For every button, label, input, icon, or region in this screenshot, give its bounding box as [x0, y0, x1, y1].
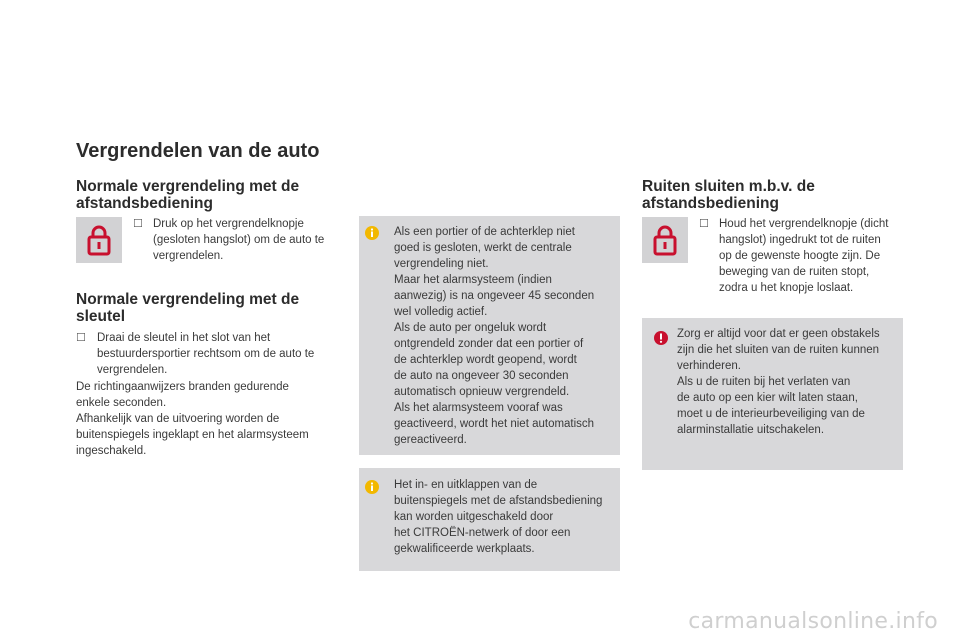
padlock-closed-icon — [652, 224, 678, 256]
padlock-closed-icon — [86, 224, 112, 256]
heading-windows-closing: Ruiten sluiten m.b.v. de afstandsbediening — [642, 178, 815, 212]
heading-key-locking: Normale vergrendeling met de sleutel — [76, 291, 300, 325]
paragraph-indicators: De richtingaanwijzers branden gedurende enkele seconden. Afhankelijk van de uitvoering worden de buitenspiegels ingeklapt en het alarmsysteem ingeschakeld. — [76, 381, 309, 457]
bullet-icon: ☐ — [76, 331, 86, 344]
heading-remote-locking: Normale vergrendeling met de afstandsbediening — [76, 178, 300, 212]
instruction-key-lock: Draai de sleutel in het slot van het bestuurdersportier rechtsom om de auto te vergrendelen. — [97, 332, 315, 376]
lock-button-illustration — [76, 217, 122, 263]
info-text-central-locking: Als een portier of de achterklep niet goed is gesloten, werkt de centrale vergrendeling niet. Maar het alarmsysteem (indien aanwezig) is na ongeveer 45 seconden wel volledig actief. Als de auto per ongeluk wordt ontgrendeld zonder dat een portier of de achterklep wordt geopend, wordt de auto na ongeveer 30 seconden automatisch opnieuw vergrendeld. Als het alarmsysteem vooraf was geactiveerd, wordt het niet automatisch gereactiveerd. — [394, 226, 595, 446]
info-panel-central-locking — [359, 216, 620, 455]
info-panel-mirrors — [359, 468, 620, 571]
instruction-remote-lock: Druk op het vergrendelknopje (gesloten hangslot) om de auto te vergrendelen. — [153, 218, 325, 262]
info-text-mirrors: Het in- en uitklappen van de buitenspiegels met de afstandsbediening kan worden uitgeschakeld door het CITROËN-netwerk of door een gekwalificeerde werkplaats. — [394, 479, 603, 555]
watermark: carmanualsonline.info — [688, 609, 938, 634]
page-title: Vergrendelen van de auto — [76, 140, 320, 162]
bullet-icon: ☐ — [699, 217, 709, 230]
instruction-windows-close: Houd het vergrendelknopje (dicht hangslot) ingedrukt tot de ruiten op de gewenste hoogte zijn. De beweging van de ruiten stopt, zodra u het knopje loslaat. — [719, 218, 889, 294]
info-icon — [365, 226, 379, 240]
warning-panel-windows — [642, 318, 903, 470]
warning-text-windows: Zorg er altijd voor dat er geen obstakels zijn die het sluiten van de ruiten kunnen verhinderen. Als u de ruiten bij het verlaten van de auto op een kier wilt laten staan, moet u de interieurbeveiliging van de alarminstallatie uitschakelen. — [677, 328, 880, 436]
lock-button-illustration — [642, 217, 688, 263]
info-icon — [365, 480, 379, 494]
warning-icon — [654, 331, 668, 345]
bullet-icon: ☐ — [133, 217, 143, 230]
